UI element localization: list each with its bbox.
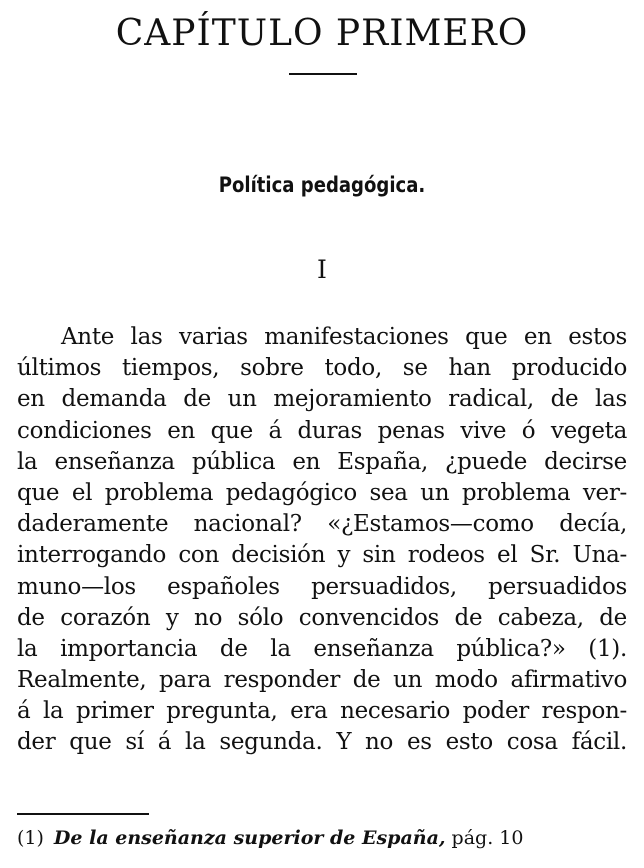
text-line: der que sí á la segunda. Y no es esto cosa fácil. [17, 729, 627, 756]
body-paragraph [17, 322, 627, 759]
footnote-divider [17, 813, 149, 815]
chapter-title: CAPÍTULO PRIMERO [115, 13, 529, 54]
text-line: de corazón y no sólo convencidos de cabeza, de [17, 604, 627, 631]
text-line: interrogando con decisión y sin rodeos el Sr. Una- [17, 542, 627, 569]
text-line: en demanda de un mejoramiento radical, de las [17, 386, 627, 413]
title-divider [289, 73, 357, 75]
text-line: la importancia de la enseñanza pública?» (1). [17, 635, 627, 662]
footnote-marker: (1) [17, 827, 44, 849]
footnote-title: De la enseñanza superior de España, [53, 827, 446, 849]
footnote [17, 824, 627, 852]
text-line: últimos tiempos, sobre todo, se han producido [17, 355, 627, 382]
text-line: que el problema pedagógico sea un problema ver- [17, 479, 627, 506]
text-line: á la primer pregunta, era necesario poder respon- [17, 698, 627, 725]
section-title: Política pedagógica. [218, 173, 426, 197]
text-line: condiciones en que á duras penas vive ó vegeta [17, 417, 627, 444]
text-line: daderamente nacional? «¿Estamos—como decía, [17, 511, 627, 538]
text-line: Realmente, para responder de un modo afirmativo [17, 667, 627, 694]
footnote-page: pág. 10 [451, 827, 524, 849]
text-line: Ante las varias manifestaciones que en estos [61, 324, 627, 350]
section-numeral: I [317, 255, 327, 284]
text-line: la enseñanza pública en España, ¿puede decirse [17, 448, 627, 475]
text-line: muno—los españoles persuadidos, persuadidos [17, 573, 627, 600]
